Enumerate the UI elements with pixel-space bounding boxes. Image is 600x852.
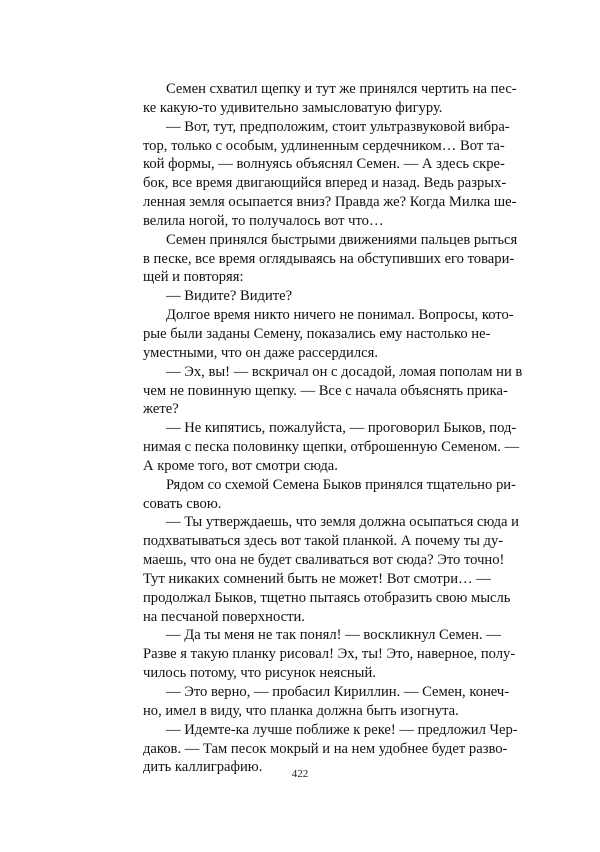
paragraph <box>143 419 520 476</box>
text-line: Разве я такую планку рисовал! Эх, ты! Это, наверное, полу- <box>143 646 516 663</box>
text-line: — Да ты меня не так понял! — воскликнул Семен. — <box>166 627 501 644</box>
text-line: в песке, все время оглядываясь на обступивших его товари- <box>143 250 515 267</box>
text-line: — Вот, тут, предположим, стоит ультразвуковой вибра- <box>166 118 510 135</box>
paragraph <box>143 363 523 420</box>
text-line: — Не кипятись, пожалуйста, — проговорил Быков, под- <box>166 420 517 437</box>
text-line: чилось потому, что рисунок неясный. <box>143 665 376 682</box>
paragraph <box>143 231 518 288</box>
paragraph <box>143 476 516 514</box>
text-line: Семен схватил щепку и тут же принялся чертить на пес- <box>166 81 517 97</box>
text-line: ленная земля осыпается вниз? Правда же? Когда Милка ше- <box>143 194 517 211</box>
page-body-text <box>143 80 523 777</box>
paragraph <box>143 306 514 363</box>
text-line: кой формы, — волнуясь объяснял Семен. — А здесь скре- <box>143 156 505 173</box>
paragraph <box>143 626 516 683</box>
text-line: уместными, что он даже рассердился. <box>143 344 378 361</box>
text-line: Семен принялся быстрыми движениями пальцев рыться <box>166 231 518 248</box>
text-line: жете? <box>143 401 179 418</box>
text-line: бок, все время двигающийся вперед и назад. Ведь разрых- <box>143 175 507 192</box>
text-line: рые были заданы Семену, показались ему настолько не- <box>143 325 491 342</box>
paragraph <box>143 118 517 231</box>
text-line: дить каллиграфию. <box>143 759 263 776</box>
text-line: ке какую-то удивительно замысловатую фигуру. <box>143 99 443 116</box>
text-line: — Идемте-ка лучше поближе к реке! — предложил Чер- <box>166 721 518 738</box>
text-line: — Видите? Видите? <box>166 288 293 305</box>
text-line: — Ты утверждаешь, что земля должна осыпаться сюда и <box>166 514 519 531</box>
text-line: маешь, что она не будет сваливаться вот сюда? Это точно! <box>143 552 505 569</box>
text-line: продолжал Быков, тщетно пытаясь отобразить свою мысль <box>143 589 511 606</box>
paragraph <box>143 80 517 118</box>
paragraph <box>143 513 519 626</box>
text-line: на песчаной поверхности. <box>143 608 305 625</box>
text-line: Долгое время никто ничего не понимал. Вопросы, кото- <box>166 307 514 324</box>
text-line: Рядом со схемой Семена Быков принялся тщательно ри- <box>166 476 516 493</box>
text-line: — Это верно, — пробасил Кириллин. — Семен, конеч- <box>166 684 510 700</box>
page-number: 422 <box>291 768 309 780</box>
text-line: — Эх, вы! — вскричал он с досадой, ломая пополам ни в <box>166 363 523 380</box>
text-line: велила ногой, то получалось вот что… <box>143 212 384 229</box>
text-line: нимая с песка половинку щепки, отброшенную Семеном. — <box>143 439 520 456</box>
text-line: подхватываться здесь вот такой планкой. А почему ты ду- <box>143 533 504 550</box>
text-line: А кроме того, вот смотри сюда. <box>143 457 338 474</box>
text-line: Тут никаких сомнений быть не может! Вот смотри… — <box>143 570 491 587</box>
text-line: даков. — Там песок мокрый и на нем удобнее будет разво- <box>143 740 508 757</box>
text-line: чем не повинную щепку. — Все с начала объяснять прика- <box>143 382 508 399</box>
text-line: но, имел в виду, что планка должна быть изогнута. <box>143 702 459 719</box>
text-line: тор, только с особым, удлиненным сердечником… Вот та- <box>143 137 505 154</box>
text-line: щей и повторяя: <box>143 269 244 286</box>
paragraph <box>143 683 510 721</box>
text-line: совать свою. <box>143 495 222 512</box>
paragraph <box>143 287 456 306</box>
